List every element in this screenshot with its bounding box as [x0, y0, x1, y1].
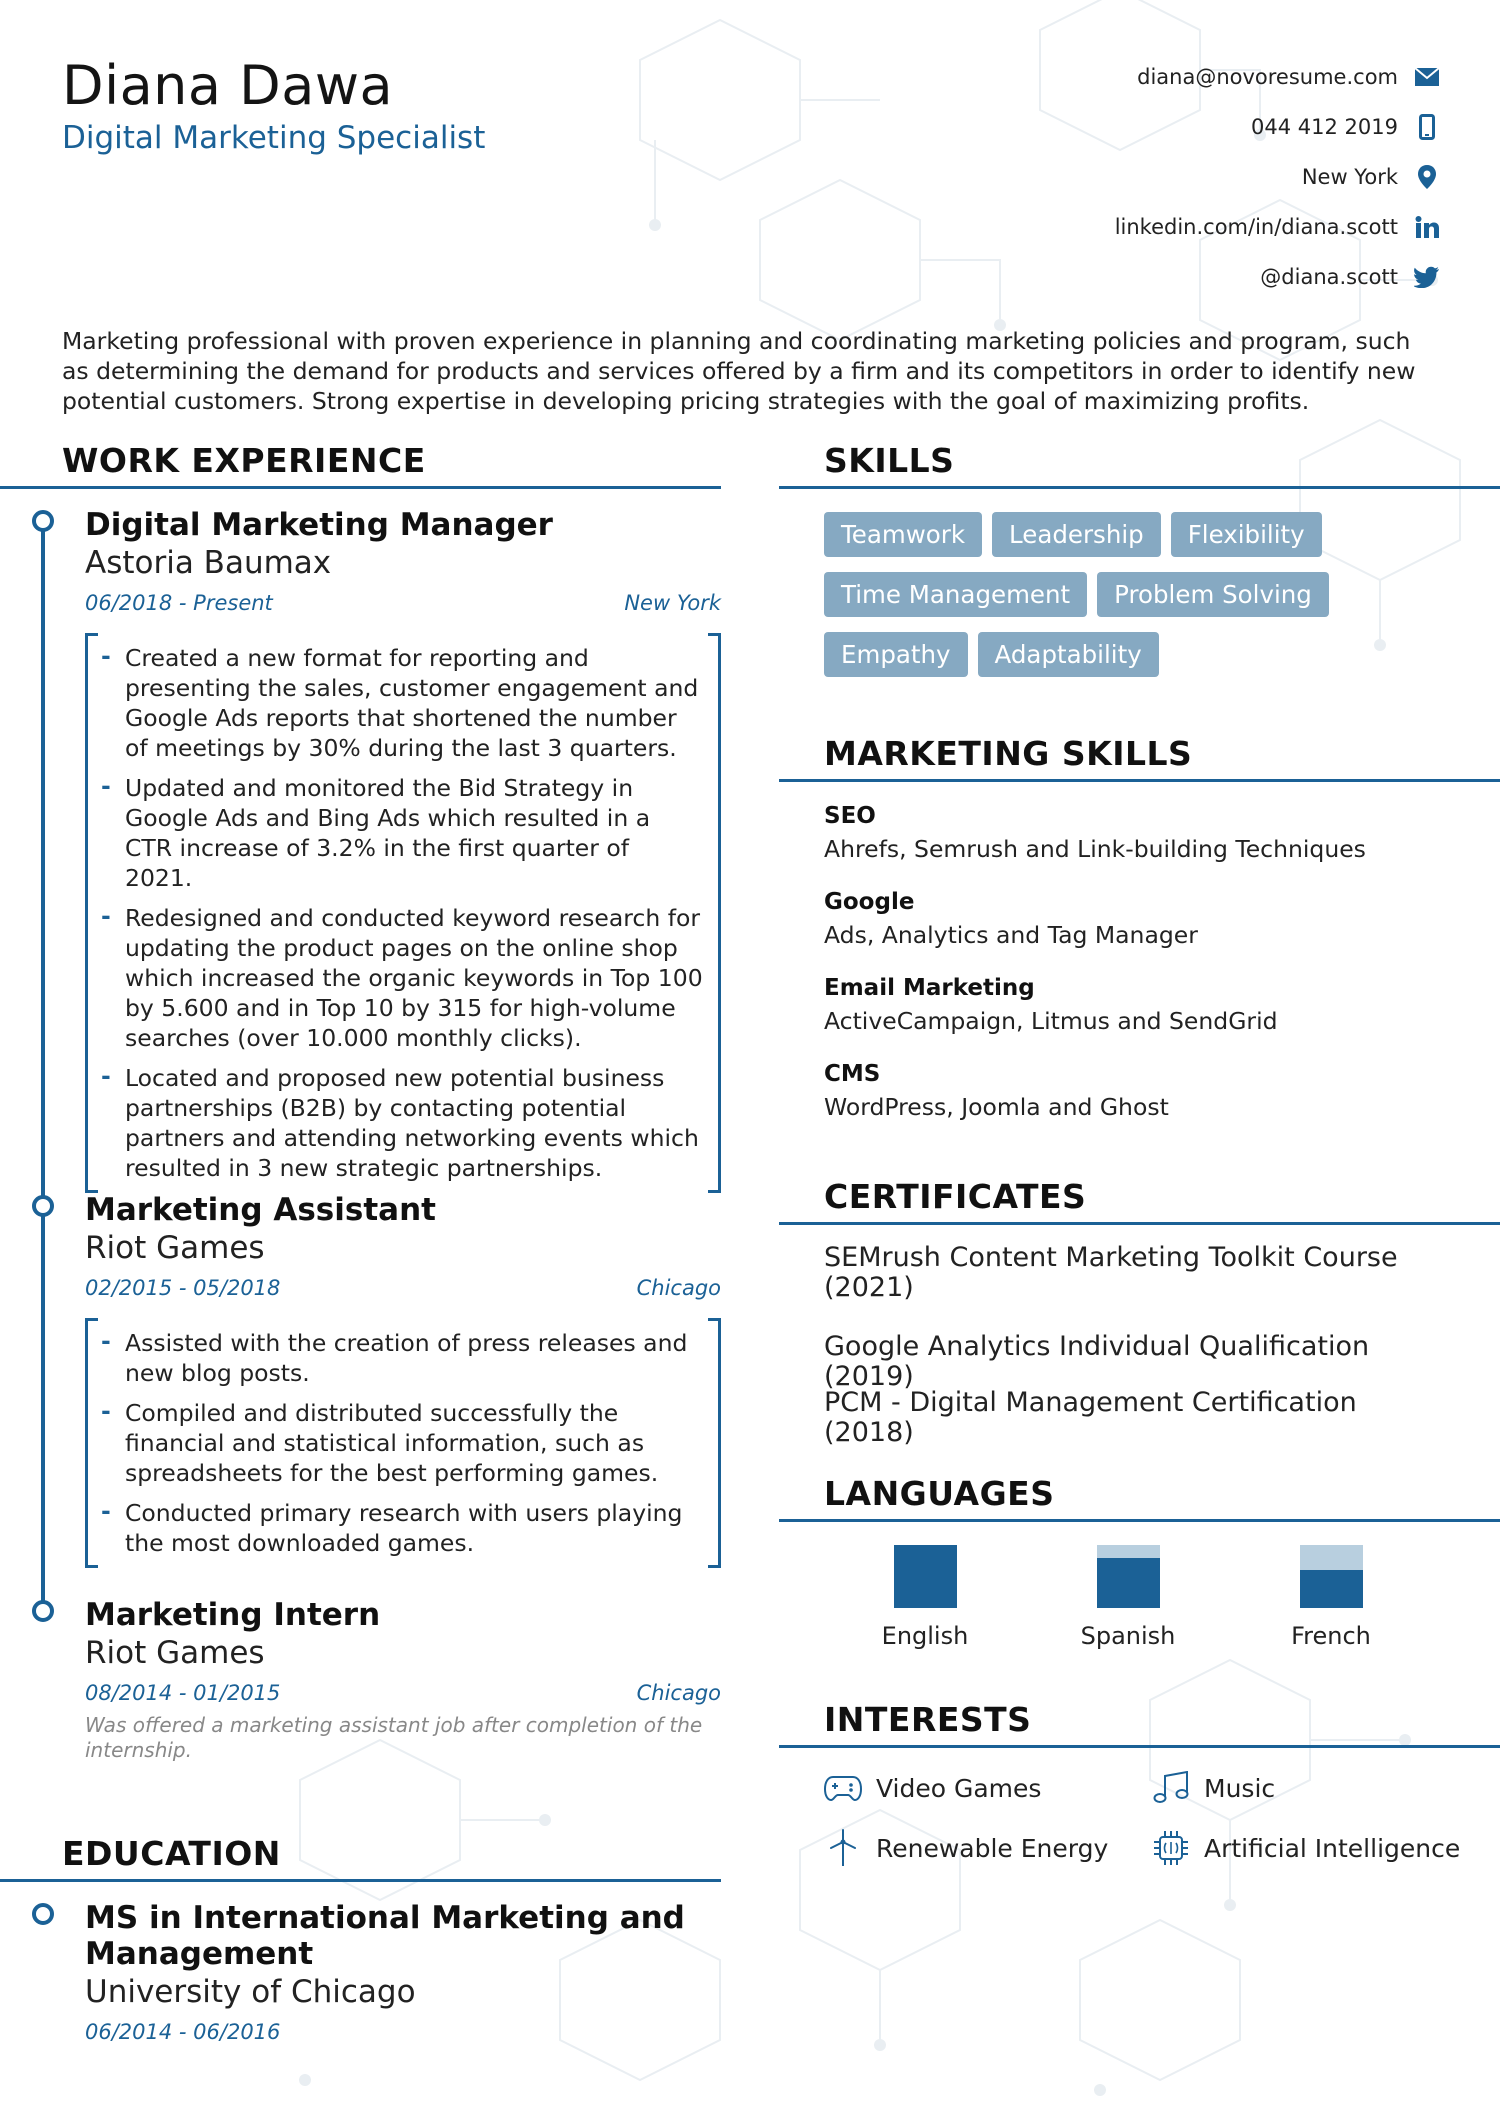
- ai-chip-icon: [1152, 1829, 1190, 1867]
- job-dates: 02/2015 - 05/2018: [85, 1276, 281, 1300]
- interest-item: [824, 1829, 1108, 1867]
- job-location: Chicago: [636, 1276, 721, 1300]
- language-name: French: [1291, 1622, 1371, 1650]
- job-company: Astoria Baumax: [85, 545, 332, 581]
- contact-location: [840, 152, 1440, 202]
- language-level-fill: [1097, 1558, 1160, 1608]
- job-title: Marketing Assistant: [85, 1192, 436, 1228]
- marketing-skill-item: [824, 975, 1444, 1035]
- profile-summary: Marketing professional with proven experience in planning and coordinating marketing policies and program, such as determining the demand for products and services offered by a firm and its competitors in order to identify new potential customers. Strong expertise in developing pricing strategies with the goal of maximizing profits.: [62, 327, 1416, 415]
- education-meta: [85, 2020, 721, 2044]
- contact-linkedin[interactable]: [840, 202, 1440, 252]
- marketing-skill-item: [824, 1061, 1444, 1121]
- interests-rule: [779, 1745, 1500, 1748]
- location-pin-icon: [1414, 164, 1440, 190]
- education-dates: 06/2014 - 06/2016: [85, 2020, 281, 2044]
- music-note-icon: [1152, 1769, 1190, 1807]
- job-title: Marketing Intern: [85, 1597, 381, 1633]
- job-bullet: - Conducted primary research with users playing the most downloaded games.: [125, 1498, 703, 1558]
- skill-tag: Teamwork: [824, 512, 982, 557]
- work-experience-heading: WORK EXPERIENCE: [62, 441, 426, 480]
- job-entry: [85, 1192, 721, 1568]
- education-heading: EDUCATION: [62, 1834, 281, 1873]
- twitter-icon: [1414, 264, 1440, 290]
- language-level-meter: [1300, 1545, 1363, 1608]
- job-title: Digital Marketing Manager: [85, 507, 553, 543]
- skill-tag: Problem Solving: [1097, 572, 1329, 617]
- job-location: Chicago: [636, 1681, 721, 1705]
- job-entry: [85, 507, 721, 1193]
- language-level-fill: [1300, 1570, 1363, 1608]
- school-name: University of Chicago: [85, 1974, 416, 2010]
- interest-label: Music: [1204, 1773, 1276, 1803]
- education-rule: [0, 1879, 721, 1882]
- job-location: New York: [624, 591, 721, 615]
- skill-tag: Leadership: [992, 512, 1161, 557]
- education-entry: [85, 1900, 721, 2044]
- contact-phone[interactable]: [840, 102, 1440, 152]
- marketing-skill-value: Ahrefs, Semrush and Link-building Techniques: [824, 835, 1366, 863]
- interest-label: Artificial Intelligence: [1204, 1833, 1461, 1863]
- marketing-skills-rule: [779, 779, 1500, 782]
- marketing-skill-value: ActiveCampaign, Litmus and SendGrid: [824, 1007, 1278, 1035]
- contact-list: [840, 52, 1440, 302]
- certificate-item: PCM - Digital Management Certification (2018): [824, 1387, 1357, 1448]
- degree-title: MS in International Marketing and Management: [85, 1900, 685, 1972]
- job-bullets: [85, 633, 721, 1193]
- language-item: [850, 1545, 1000, 1650]
- linkedin-icon: [1414, 214, 1440, 240]
- contact-location-text: New York: [1301, 165, 1398, 189]
- marketing-skill-name: Google: [824, 889, 915, 915]
- skill-tag: Flexibility: [1171, 512, 1322, 557]
- timeline-dot: [32, 1600, 54, 1622]
- candidate-title: Digital Marketing Specialist: [62, 120, 486, 156]
- marketing-skill-name: SEO: [824, 803, 876, 829]
- marketing-skill-name: CMS: [824, 1061, 881, 1087]
- language-name: English: [881, 1622, 969, 1650]
- skills-heading: SKILLS: [824, 441, 955, 480]
- contact-email-text: diana@novoresume.com: [1137, 65, 1398, 89]
- contact-phone-text: 044 412 2019: [1251, 115, 1398, 139]
- interests-heading: INTERESTS: [824, 1700, 1032, 1739]
- job-note: Was offered a marketing assistant job after completion of the internship.: [85, 1713, 703, 1762]
- interest-item: [1152, 1769, 1275, 1807]
- marketing-skill-value: Ads, Analytics and Tag Manager: [824, 921, 1198, 949]
- job-dates: 08/2014 - 01/2015: [85, 1681, 281, 1705]
- marketing-skill-name: Email Marketing: [824, 975, 1035, 1001]
- skill-tag: Time Management: [824, 572, 1087, 617]
- contact-twitter[interactable]: [840, 252, 1440, 302]
- contact-email[interactable]: [840, 52, 1440, 102]
- language-name: Spanish: [1080, 1622, 1176, 1650]
- gamepad-icon: [824, 1769, 862, 1807]
- timeline-dot: [32, 510, 54, 532]
- work-experience-rule: [0, 486, 721, 489]
- mobile-phone-icon: [1414, 114, 1440, 140]
- job-bullets: [85, 1318, 721, 1568]
- interest-item: [824, 1769, 1041, 1807]
- envelope-icon: [1414, 64, 1440, 90]
- job-bullet: - Updated and monitored the Bid Strategy in Google Ads and Bing Ads which resulted in a CTR increase of 3.2% in the first quarter of 2021.: [125, 773, 703, 893]
- job-company: Riot Games: [85, 1635, 265, 1671]
- interest-label: Renewable Energy: [876, 1833, 1109, 1863]
- job-bullet: - Located and proposed new potential business partnerships (B2B) by contacting potential partners and attending networking events which resulted in 3 new strategic partnerships.: [125, 1063, 703, 1183]
- marketing-skills-heading: MARKETING SKILLS: [824, 734, 1193, 773]
- marketing-skill-item: [824, 803, 1444, 863]
- marketing-skill-value: WordPress, Joomla and Ghost: [824, 1093, 1169, 1121]
- language-level-fill: [894, 1545, 957, 1608]
- interest-item: [1152, 1829, 1460, 1867]
- job-meta: [85, 591, 721, 615]
- language-level-meter: [894, 1545, 957, 1608]
- languages-rule: [779, 1519, 1500, 1522]
- work-timeline: [41, 521, 45, 1615]
- interest-label: Video Games: [876, 1773, 1042, 1803]
- skill-tag: Adaptability: [978, 632, 1159, 677]
- job-bullet: - Created a new format for reporting and presenting the sales, customer engagement and Google Ads reports that shortened the number of meetings by 30% during the last 3 quarters.: [125, 643, 703, 763]
- timeline-dot: [32, 1903, 54, 1925]
- language-level-meter: [1097, 1545, 1160, 1608]
- job-bullet: - Redesigned and conducted keyword research for updating the product pages on the online shop which increased the organic keywords in Top 100 by 5.600 and in Top 10 by 315 for high-volume searches (over 10.000 monthly clicks).: [125, 903, 703, 1053]
- job-dates: 06/2018 - Present: [85, 591, 273, 615]
- skills-tag-list: [824, 512, 1384, 692]
- contact-twitter-text: @diana.scott: [1260, 265, 1398, 289]
- candidate-name: Diana Dawa: [62, 54, 394, 117]
- language-item: [1256, 1545, 1406, 1650]
- certificates-rule: [779, 1222, 1500, 1225]
- contact-linkedin-text: linkedin.com/in/diana.scott: [1114, 215, 1398, 239]
- job-company: Riot Games: [85, 1230, 265, 1266]
- skills-rule: [779, 486, 1500, 489]
- marketing-skill-item: [824, 889, 1444, 949]
- job-meta: [85, 1681, 721, 1705]
- job-meta: [85, 1276, 721, 1300]
- skill-tag: Empathy: [824, 632, 968, 677]
- timeline-dot: [32, 1195, 54, 1217]
- language-item: [1053, 1545, 1203, 1650]
- job-bullet: - Compiled and distributed successfully the financial and statistical information, such as spreadsheets for the best performing games.: [125, 1398, 703, 1488]
- certificate-item: SEMrush Content Marketing Toolkit Course (2021): [824, 1242, 1398, 1303]
- certificate-item: Google Analytics Individual Qualification (2019): [824, 1331, 1370, 1392]
- job-bullet: - Assisted with the creation of press releases and new blog posts.: [125, 1328, 703, 1388]
- certificates-heading: CERTIFICATES: [824, 1177, 1087, 1216]
- languages-heading: LANGUAGES: [824, 1474, 1055, 1513]
- wind-turbine-icon: [824, 1829, 862, 1867]
- job-entry: [85, 1597, 721, 1763]
